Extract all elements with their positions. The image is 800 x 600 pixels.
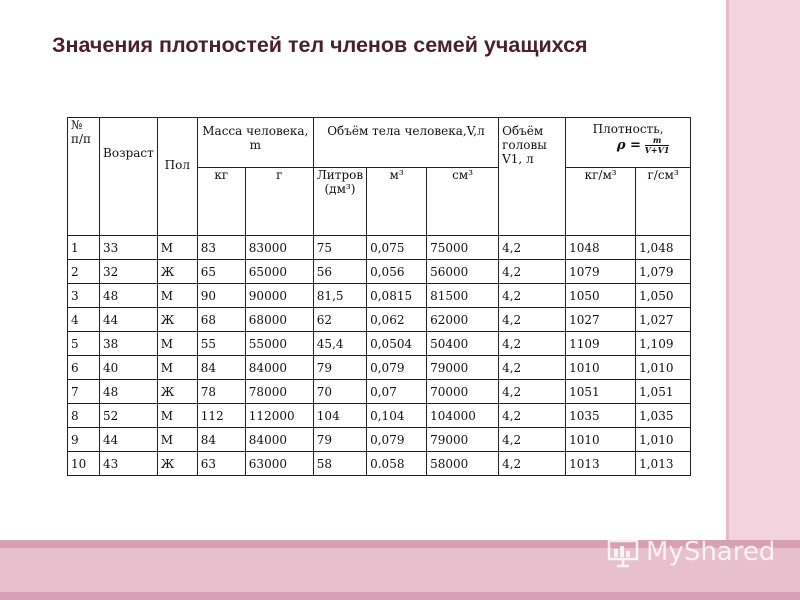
table-cell: М — [157, 236, 197, 260]
table-cell: 90000 — [245, 284, 313, 308]
table-cell: 112000 — [245, 404, 313, 428]
right-decor-bar — [726, 0, 800, 600]
table-cell: 55 — [197, 332, 245, 356]
table-cell: 4,2 — [499, 236, 566, 260]
table-cell: 84 — [197, 356, 245, 380]
table-cell: 4,2 — [499, 284, 566, 308]
table-cell: 112 — [197, 404, 245, 428]
table-cell: М — [157, 356, 197, 380]
table-cell: 32 — [100, 260, 158, 284]
table-cell: 75 — [313, 236, 366, 260]
table-cell: 52 — [100, 404, 158, 428]
table-cell: 1,048 — [636, 236, 691, 260]
table-cell: 4,2 — [499, 452, 566, 476]
table-row — [68, 284, 691, 308]
col-header-head-volume: Объём головы V1, л — [499, 118, 566, 236]
table-cell: 78 — [197, 380, 245, 404]
col-header-volume: Объём тела человека,V,л — [313, 118, 498, 168]
table-row — [68, 380, 691, 404]
page-title: Значения плотностей тел членов семей учащихся — [52, 33, 588, 57]
table-cell: 1 — [68, 236, 100, 260]
table-cell: Ж — [157, 452, 197, 476]
table-cell: 50400 — [427, 332, 499, 356]
table-cell: 43 — [100, 452, 158, 476]
table-cell: 10 — [68, 452, 100, 476]
table-cell: Ж — [157, 380, 197, 404]
table-cell: 68 — [197, 308, 245, 332]
table-row — [68, 308, 691, 332]
table-cell: 1050 — [566, 284, 636, 308]
table-cell: 3 — [68, 284, 100, 308]
formula-rho: ρ = — [616, 138, 641, 153]
table-cell: 4,2 — [499, 380, 566, 404]
table-cell: 79 — [313, 356, 366, 380]
table-cell: 40 — [100, 356, 158, 380]
table-cell: 5 — [68, 332, 100, 356]
table-body — [68, 236, 691, 476]
col-header-sex: Пол — [157, 118, 197, 236]
table-cell: 1010 — [566, 428, 636, 452]
col-header-mass: Масса человека, m — [197, 118, 313, 168]
table-cell: 65 — [197, 260, 245, 284]
table-cell: 1035 — [566, 404, 636, 428]
table-cell: 79000 — [427, 356, 499, 380]
watermark — [606, 532, 775, 572]
table-cell: 44 — [100, 428, 158, 452]
table-cell: 78000 — [245, 380, 313, 404]
right-decor-stripe — [726, 0, 729, 600]
col-header-g: г — [245, 168, 313, 236]
table-cell: 6 — [68, 356, 100, 380]
table-cell: 1,027 — [636, 308, 691, 332]
table-cell: 1,010 — [636, 428, 691, 452]
table-cell: 84 — [197, 428, 245, 452]
table-cell: 1,035 — [636, 404, 691, 428]
table-cell: 0,0815 — [367, 284, 427, 308]
table-cell: 65000 — [245, 260, 313, 284]
table-cell: 0,079 — [367, 356, 427, 380]
table-row — [68, 428, 691, 452]
table-cell: 79000 — [427, 428, 499, 452]
table-cell: 0,056 — [367, 260, 427, 284]
table-cell: 79 — [313, 428, 366, 452]
table-cell: 62 — [313, 308, 366, 332]
table-cell: 0,075 — [367, 236, 427, 260]
table-cell: 45,4 — [313, 332, 366, 356]
table-cell: М — [157, 284, 197, 308]
table-row — [68, 404, 691, 428]
table-row — [68, 236, 691, 260]
table-cell: 1,010 — [636, 356, 691, 380]
table-cell: М — [157, 332, 197, 356]
table-cell: 4,2 — [499, 332, 566, 356]
table-cell: 44 — [100, 308, 158, 332]
table-cell: 4,2 — [499, 308, 566, 332]
table-cell: 1109 — [566, 332, 636, 356]
table-cell: 1013 — [566, 452, 636, 476]
table-cell: М — [157, 428, 197, 452]
table-cell: 1027 — [566, 308, 636, 332]
table-cell: 83000 — [245, 236, 313, 260]
table-cell: 63 — [197, 452, 245, 476]
col-header-density — [566, 118, 691, 168]
table-cell: 1079 — [566, 260, 636, 284]
table-cell: 81,5 — [313, 284, 366, 308]
table-row — [68, 452, 691, 476]
table-cell: 1,109 — [636, 332, 691, 356]
density-table — [67, 117, 691, 476]
table-cell: 104 — [313, 404, 366, 428]
table-cell: 4,2 — [499, 404, 566, 428]
table-row — [68, 332, 691, 356]
table-cell: 38 — [100, 332, 158, 356]
table-cell: Ж — [157, 260, 197, 284]
col-header-g-cm3: г/см³ — [636, 168, 691, 236]
table-cell: 1010 — [566, 356, 636, 380]
formula-fraction — [645, 136, 670, 155]
table-cell: 1,050 — [636, 284, 691, 308]
table-cell: 63000 — [245, 452, 313, 476]
table-cell: 84000 — [245, 356, 313, 380]
table-cell: 1051 — [566, 380, 636, 404]
table-cell: 70000 — [427, 380, 499, 404]
table-row — [68, 260, 691, 284]
table-cell: 58000 — [427, 452, 499, 476]
table-cell: 81500 — [427, 284, 499, 308]
table-cell: 90 — [197, 284, 245, 308]
table-cell: 48 — [100, 284, 158, 308]
table-cell: 104000 — [427, 404, 499, 428]
table-cell: 2 — [68, 260, 100, 284]
col-header-liters: Литров (дм³) — [313, 168, 366, 236]
table-cell: 4 — [68, 308, 100, 332]
density-formula — [599, 136, 687, 155]
table-cell: 7 — [68, 380, 100, 404]
table-cell: 55000 — [245, 332, 313, 356]
formula-denominator: V+V1 — [644, 145, 670, 155]
col-header-kg-m3: кг/м³ — [566, 168, 636, 236]
table-cell: 0,07 — [367, 380, 427, 404]
table-cell: 70 — [313, 380, 366, 404]
formula-numerator: m — [645, 136, 670, 146]
table-cell: 83 — [197, 236, 245, 260]
table-cell: 1,079 — [636, 260, 691, 284]
col-header-age: Возраст — [100, 118, 158, 236]
table-cell: 62000 — [427, 308, 499, 332]
table-cell: 9 — [68, 428, 100, 452]
table-cell: М — [157, 404, 197, 428]
table-cell: 0,104 — [367, 404, 427, 428]
table-cell: 1048 — [566, 236, 636, 260]
table-cell: 48 — [100, 380, 158, 404]
table-cell: 75000 — [427, 236, 499, 260]
col-header-num: № п/п — [68, 118, 100, 236]
col-header-cm3: см³ — [427, 168, 499, 236]
table-cell: 1,051 — [636, 380, 691, 404]
presentation-board-icon — [606, 535, 640, 569]
table-cell: 4,2 — [499, 428, 566, 452]
table-cell: 8 — [68, 404, 100, 428]
table-row — [68, 356, 691, 380]
table-cell: 33 — [100, 236, 158, 260]
table-cell: 56 — [313, 260, 366, 284]
table-cell: Ж — [157, 308, 197, 332]
col-header-kg: кг — [197, 168, 245, 236]
table-cell: 1,013 — [636, 452, 691, 476]
table-cell: 0.058 — [367, 452, 427, 476]
table-cell: 0,079 — [367, 428, 427, 452]
table-cell: 56000 — [427, 260, 499, 284]
table-cell: 58 — [313, 452, 366, 476]
table-cell: 4,2 — [499, 260, 566, 284]
col-header-m3: м³ — [367, 168, 427, 236]
table-cell: 4,2 — [499, 356, 566, 380]
table-cell: 68000 — [245, 308, 313, 332]
table-cell: 0,0504 — [367, 332, 427, 356]
density-label: Плотность, — [592, 122, 664, 136]
watermark-text: MyShared — [646, 537, 776, 567]
table-cell: 0,062 — [367, 308, 427, 332]
table-cell: 84000 — [245, 428, 313, 452]
